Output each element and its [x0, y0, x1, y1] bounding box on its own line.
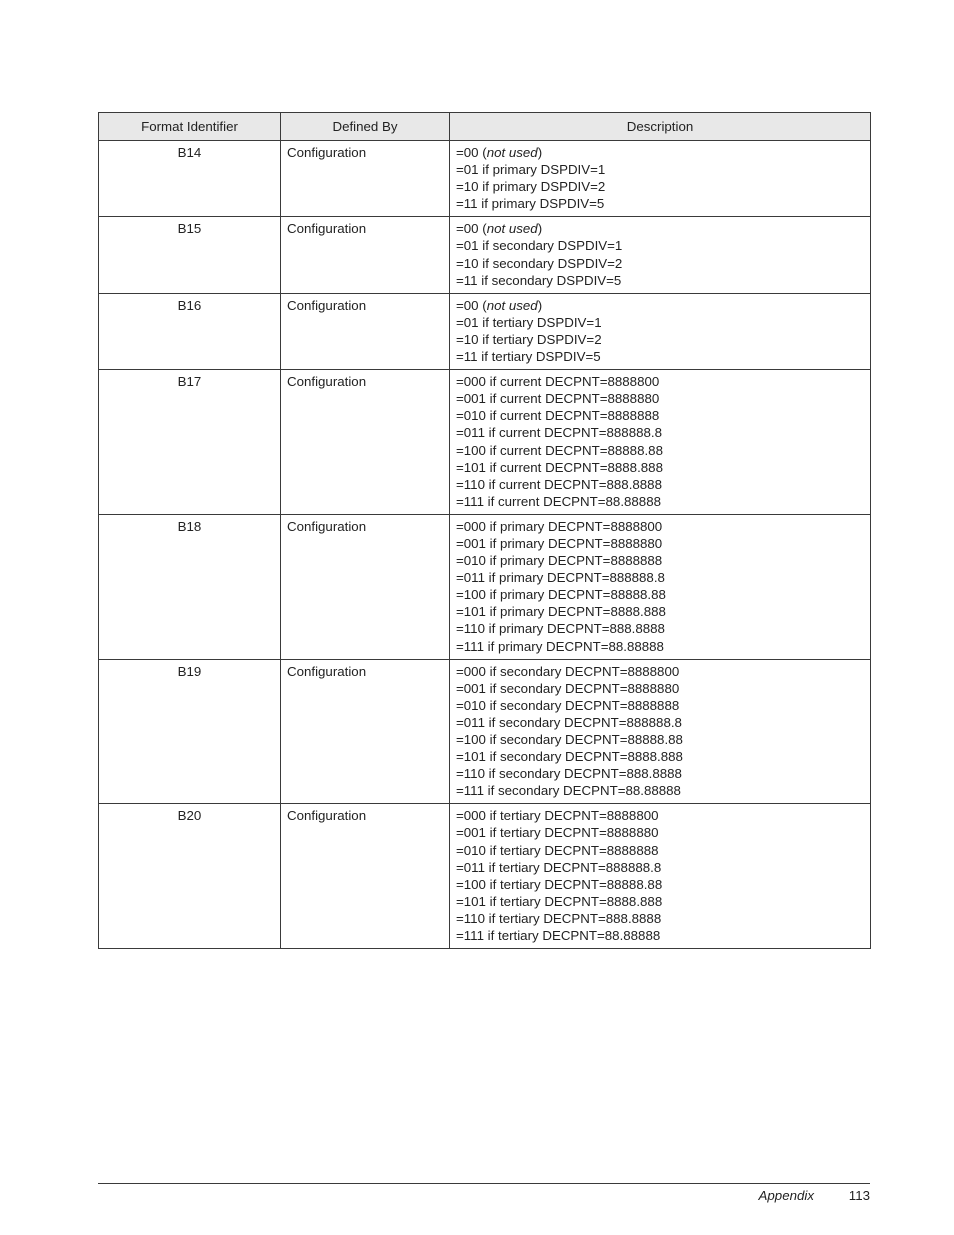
- header-defined-by: Defined By: [281, 113, 450, 141]
- description-cell: [450, 514, 871, 659]
- format-identifier-cell: B20: [99, 804, 281, 949]
- description-cell: [450, 217, 871, 293]
- page-number: 113: [848, 1188, 870, 1203]
- defined-by-cell: Configuration: [281, 217, 450, 293]
- description-text: =11 if secondary DSPDIV=5: [456, 272, 622, 288]
- defined-by-cell: Configuration: [281, 659, 450, 804]
- description-line: [456, 314, 864, 331]
- description-line: [456, 348, 864, 365]
- description-cell: [450, 370, 871, 515]
- description-text: =01 if secondary DSPDIV=1: [456, 238, 623, 254]
- defined-by-cell: Configuration: [281, 514, 450, 659]
- description-line: [456, 748, 864, 765]
- description-line: [456, 373, 864, 390]
- description-line: [456, 220, 864, 237]
- description-line: [456, 638, 864, 655]
- description-line: [456, 161, 864, 178]
- description-text: =100 if primary DECPNT=88888.88: [456, 587, 666, 603]
- description-line: [456, 765, 864, 782]
- description-text: =00 (: [456, 145, 487, 160]
- description-line: [456, 331, 864, 348]
- description-line: [456, 824, 864, 841]
- footer-section-label: Appendix: [758, 1188, 814, 1203]
- description-note: not used: [486, 221, 538, 237]
- description-line: [456, 927, 864, 944]
- description-cell: [450, 804, 871, 949]
- description-text: =010 if current DECPNT=8888888: [456, 408, 660, 424]
- description-text: =000 if primary DECPNT=8888800: [456, 518, 663, 534]
- header-format-identifier: Format Identifier: [99, 113, 281, 141]
- table-row: [99, 804, 871, 949]
- description-text: =001 if current DECPNT=8888880: [456, 391, 660, 407]
- description-line: [456, 603, 864, 620]
- description-text: ): [537, 221, 543, 237]
- table-header-row: [99, 113, 871, 141]
- description-text: ): [537, 297, 543, 313]
- format-identifier-cell: B17: [99, 370, 281, 515]
- defined-by-cell: Configuration: [281, 293, 450, 369]
- description-text: =01 if primary DSPDIV=1: [456, 162, 606, 178]
- table-row: [99, 217, 871, 293]
- description-text: =101 if secondary DECPNT=8888.888: [456, 749, 683, 765]
- table-row: [99, 293, 871, 369]
- header-description: Description: [450, 113, 871, 141]
- description-line: [456, 459, 864, 476]
- description-line: [456, 272, 864, 289]
- format-identifier-cell: B14: [99, 141, 281, 217]
- description-note: not used: [486, 145, 538, 160]
- description-text: =100 if current DECPNT=88888.88: [456, 442, 663, 458]
- description-text: =010 if secondary DECPNT=8888888: [456, 697, 680, 713]
- description-text: =110 if secondary DECPNT=888.8888: [456, 766, 682, 782]
- description-line: [456, 714, 864, 731]
- table-row: [99, 141, 871, 217]
- description-text: =101 if current DECPNT=8888.888: [456, 459, 663, 475]
- description-text: =100 if secondary DECPNT=88888.88: [456, 732, 683, 747]
- description-cell: [450, 293, 871, 369]
- description-text: ): [537, 145, 543, 160]
- description-text: =010 if tertiary DECPNT=8888888: [456, 842, 659, 858]
- description-text: =000 if secondary DECPNT=8888800: [456, 663, 680, 679]
- description-text: =010 if primary DECPNT=8888888: [456, 553, 663, 569]
- description-text: =10 if secondary DSPDIV=2: [456, 255, 623, 271]
- description-line: [456, 535, 864, 552]
- table-body: [99, 141, 871, 949]
- description-text: =111 if tertiary DECPNT=88.88888: [456, 928, 661, 944]
- description-text: =001 if tertiary DECPNT=8888880: [456, 825, 659, 841]
- description-text: =100 if tertiary DECPNT=88888.88: [456, 876, 663, 892]
- description-line: [456, 731, 864, 748]
- description-text: =110 if tertiary DECPNT=888.8888: [456, 910, 662, 926]
- description-line: [456, 663, 864, 680]
- description-line: [456, 859, 864, 876]
- format-identifier-cell: B19: [99, 659, 281, 804]
- description-line: [456, 876, 864, 893]
- description-line: [456, 195, 864, 212]
- description-text: =001 if secondary DECPNT=8888880: [456, 680, 680, 696]
- description-text: =101 if primary DECPNT=8888.888: [456, 604, 666, 620]
- description-line: [456, 697, 864, 714]
- description-text: =00 (: [456, 297, 487, 313]
- description-text: =110 if primary DECPNT=888.8888: [456, 621, 665, 637]
- description-text: =00 (: [456, 221, 487, 237]
- description-line: [456, 518, 864, 535]
- table-row: [99, 659, 871, 804]
- description-text: =11 if primary DSPDIV=5: [456, 196, 605, 212]
- description-text: =111 if current DECPNT=88.88888: [456, 493, 661, 509]
- description-line: [456, 552, 864, 569]
- description-text: =011 if primary DECPNT=888888.8: [456, 570, 665, 586]
- description-text: =111 if primary DECPNT=88.88888: [456, 638, 664, 654]
- description-line: [456, 442, 864, 459]
- description-line: [456, 390, 864, 407]
- defined-by-cell: Configuration: [281, 804, 450, 949]
- format-identifier-cell: B16: [99, 293, 281, 369]
- description-cell: [450, 659, 871, 804]
- description-text: =110 if current DECPNT=888.8888: [456, 476, 662, 492]
- description-line: [456, 493, 864, 510]
- description-text: =011 if secondary DECPNT=888888.8: [456, 714, 682, 730]
- description-line: [456, 842, 864, 859]
- description-text: =111 if secondary DECPNT=88.88888: [456, 783, 681, 799]
- description-line: [456, 807, 864, 824]
- description-line: [456, 680, 864, 697]
- description-line: [456, 586, 864, 603]
- description-line: [456, 620, 864, 637]
- format-identifier-cell: B15: [99, 217, 281, 293]
- description-text: =101 if tertiary DECPNT=8888.888: [456, 893, 663, 909]
- description-line: [456, 144, 864, 161]
- description-line: [456, 237, 864, 254]
- description-line: [456, 910, 864, 927]
- description-line: [456, 407, 864, 424]
- description-text: =011 if current DECPNT=888888.8: [456, 425, 662, 441]
- description-text: =10 if tertiary DSPDIV=2: [456, 331, 602, 347]
- description-text: =000 if current DECPNT=8888800: [456, 374, 660, 390]
- description-text: =011 if tertiary DECPNT=888888.8: [456, 859, 662, 875]
- defined-by-cell: Configuration: [281, 370, 450, 515]
- description-line: [456, 424, 864, 441]
- format-identifier-table: [98, 112, 871, 949]
- format-identifier-cell: B18: [99, 514, 281, 659]
- description-cell: [450, 141, 871, 217]
- description-line: [456, 782, 864, 799]
- description-text: =10 if primary DSPDIV=2: [456, 179, 606, 195]
- description-note: not used: [486, 297, 538, 313]
- description-text: =11 if tertiary DSPDIV=5: [456, 349, 601, 365]
- description-line: [456, 297, 864, 314]
- description-text: =001 if primary DECPNT=8888880: [456, 535, 663, 551]
- description-line: [456, 178, 864, 195]
- footer-divider: [98, 1183, 870, 1184]
- description-text: =01 if tertiary DSPDIV=1: [456, 314, 602, 330]
- description-line: [456, 569, 864, 586]
- description-line: [456, 255, 864, 272]
- table-row: [99, 370, 871, 515]
- description-line: [456, 476, 864, 493]
- description-text: =000 if tertiary DECPNT=8888800: [456, 808, 659, 824]
- table-row: [99, 514, 871, 659]
- description-line: [456, 893, 864, 910]
- defined-by-cell: Configuration: [281, 141, 450, 217]
